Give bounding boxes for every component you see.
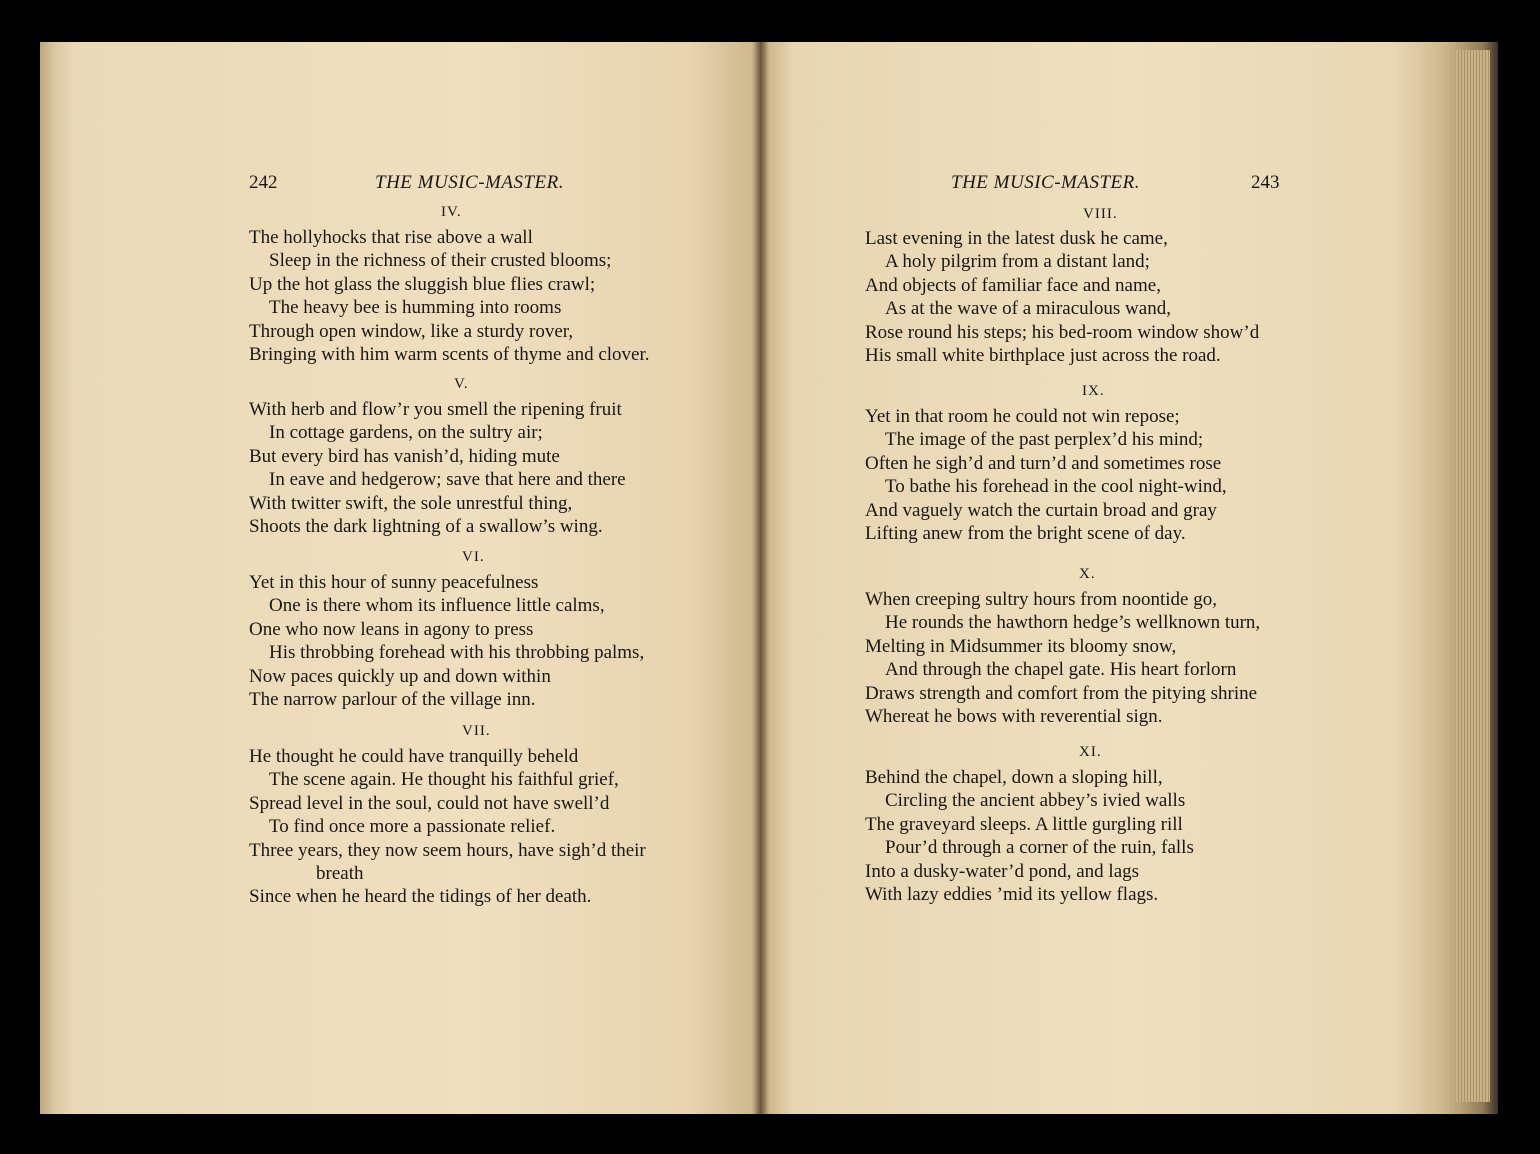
- poem-line: The heavy bee is humming into rooms: [269, 297, 562, 319]
- poem-line: His throbbing forehead with his throbbing palms,: [269, 642, 645, 664]
- stanza-number: IX.: [1082, 383, 1105, 399]
- poem-line: The graveyard sleeps. A little gurgling rill: [865, 813, 1183, 835]
- poem-line: Last evening in the latest dusk he came,: [865, 228, 1168, 249]
- poem-line: breath: [316, 863, 364, 884]
- poem-line: And through the chapel gate. His heart forlorn: [885, 659, 1237, 681]
- poem-line: And vaguely watch the curtain broad and gray: [865, 499, 1217, 521]
- running-title: THE MUSIC-MASTER.: [375, 172, 564, 193]
- stanza-number: IV.: [441, 204, 462, 220]
- poem-line: Sleep in the richness of their crusted blooms;: [269, 250, 612, 272]
- poem-line: With lazy eddies ’mid its yellow flags.: [865, 884, 1159, 905]
- poem-line: Lifting anew from the bright scene of day.: [865, 523, 1186, 544]
- poem-line: Since when he heard the tidings of her death.: [249, 886, 592, 908]
- poem-line: And objects of familiar face and name,: [865, 274, 1161, 296]
- poem-line: He rounds the hawthorn hedge’s wellknown turn,: [885, 612, 1261, 634]
- poem-line: Rose round his steps; his bed-room window show’d: [865, 321, 1260, 343]
- poem-line: Through open window, like a sturdy rover,: [249, 320, 574, 342]
- poem-line: Up the hot glass the sluggish blue flies crawl;: [249, 273, 596, 295]
- poem-line: Melting in Midsummer its bloomy snow,: [865, 635, 1177, 657]
- page-edges: [1456, 50, 1490, 1102]
- stanza-number: VII.: [462, 723, 491, 739]
- poem-line: A holy pilgrim from a distant land;: [885, 251, 1150, 273]
- poem-line: One who now leans in agony to press: [249, 618, 534, 640]
- poem-line: To bathe his forehead in the cool night-wind,: [885, 476, 1227, 498]
- poem-line: Whereat he bows with reverential sign.: [865, 706, 1163, 727]
- poem-line: But every bird has vanish’d, hiding mute: [249, 445, 560, 467]
- page-number: 243: [1251, 172, 1280, 193]
- poem-line: Spread level in the soul, could not have swell’d: [249, 792, 610, 814]
- poem-line: Into a dusky-water’d pond, and lags: [865, 860, 1140, 882]
- poem-line: One is there whom its influence little calms,: [269, 595, 605, 617]
- poem-line: As at the wave of a miraculous wand,: [885, 298, 1171, 320]
- right-page: [760, 42, 1498, 1114]
- page-number: 242: [249, 172, 278, 193]
- poem-line: With twitter swift, the sole unrestful thing,: [249, 492, 573, 514]
- stanza-number: VIII.: [1083, 206, 1118, 222]
- poem-line: With herb and flow’r you smell the ripening fruit: [249, 399, 622, 420]
- poem-line: Yet in that room he could not win repose;: [865, 406, 1180, 427]
- poem-line: Circling the ancient abbey’s ivied walls: [885, 790, 1186, 812]
- stanza-number: XI.: [1079, 744, 1102, 760]
- poem-line: He thought he could have tranquilly beheld: [249, 746, 579, 767]
- poem-line: Bringing with him warm scents of thyme and clover.: [249, 344, 650, 365]
- poem-line: In cottage gardens, on the sultry air;: [269, 422, 543, 444]
- stanza-number: VI.: [462, 549, 485, 565]
- open-book: [40, 42, 1498, 1114]
- poem-line: Behind the chapel, down a sloping hill,: [865, 767, 1163, 788]
- running-title: THE MUSIC-MASTER.: [951, 172, 1140, 193]
- poem-line: The hollyhocks that rise above a wall: [249, 227, 533, 248]
- poem-line: When creeping sultry hours from noontide go,: [865, 589, 1217, 610]
- poem-line: Now paces quickly up and down within: [249, 665, 551, 687]
- book-gutter: [752, 42, 768, 1114]
- poem-line: His small white birthplace just across the road.: [865, 345, 1221, 366]
- left-page: [40, 42, 762, 1114]
- poem-line: In eave and hedgerow; save that here and there: [269, 469, 626, 491]
- poem-line: The scene again. He thought his faithful grief,: [269, 769, 619, 791]
- poem-line: To find once more a passionate relief.: [269, 816, 556, 838]
- poem-line: Yet in this hour of sunny peacefulness: [249, 572, 539, 593]
- poem-line: Often he sigh’d and turn’d and sometimes rose: [865, 452, 1222, 474]
- poem-line: Pour’d through a corner of the ruin, falls: [885, 837, 1194, 859]
- stanza-number: X.: [1079, 566, 1096, 582]
- stanza-number: V.: [454, 376, 469, 392]
- poem-line: Three years, they now seem hours, have sigh’d their: [249, 839, 646, 861]
- poem-line: Draws strength and comfort from the pitying shrine: [865, 682, 1258, 704]
- poem-line: The narrow parlour of the village inn.: [249, 689, 536, 710]
- poem-line: Shoots the dark lightning of a swallow’s wing.: [249, 516, 603, 537]
- poem-line: The image of the past perplex’d his mind;: [885, 429, 1204, 451]
